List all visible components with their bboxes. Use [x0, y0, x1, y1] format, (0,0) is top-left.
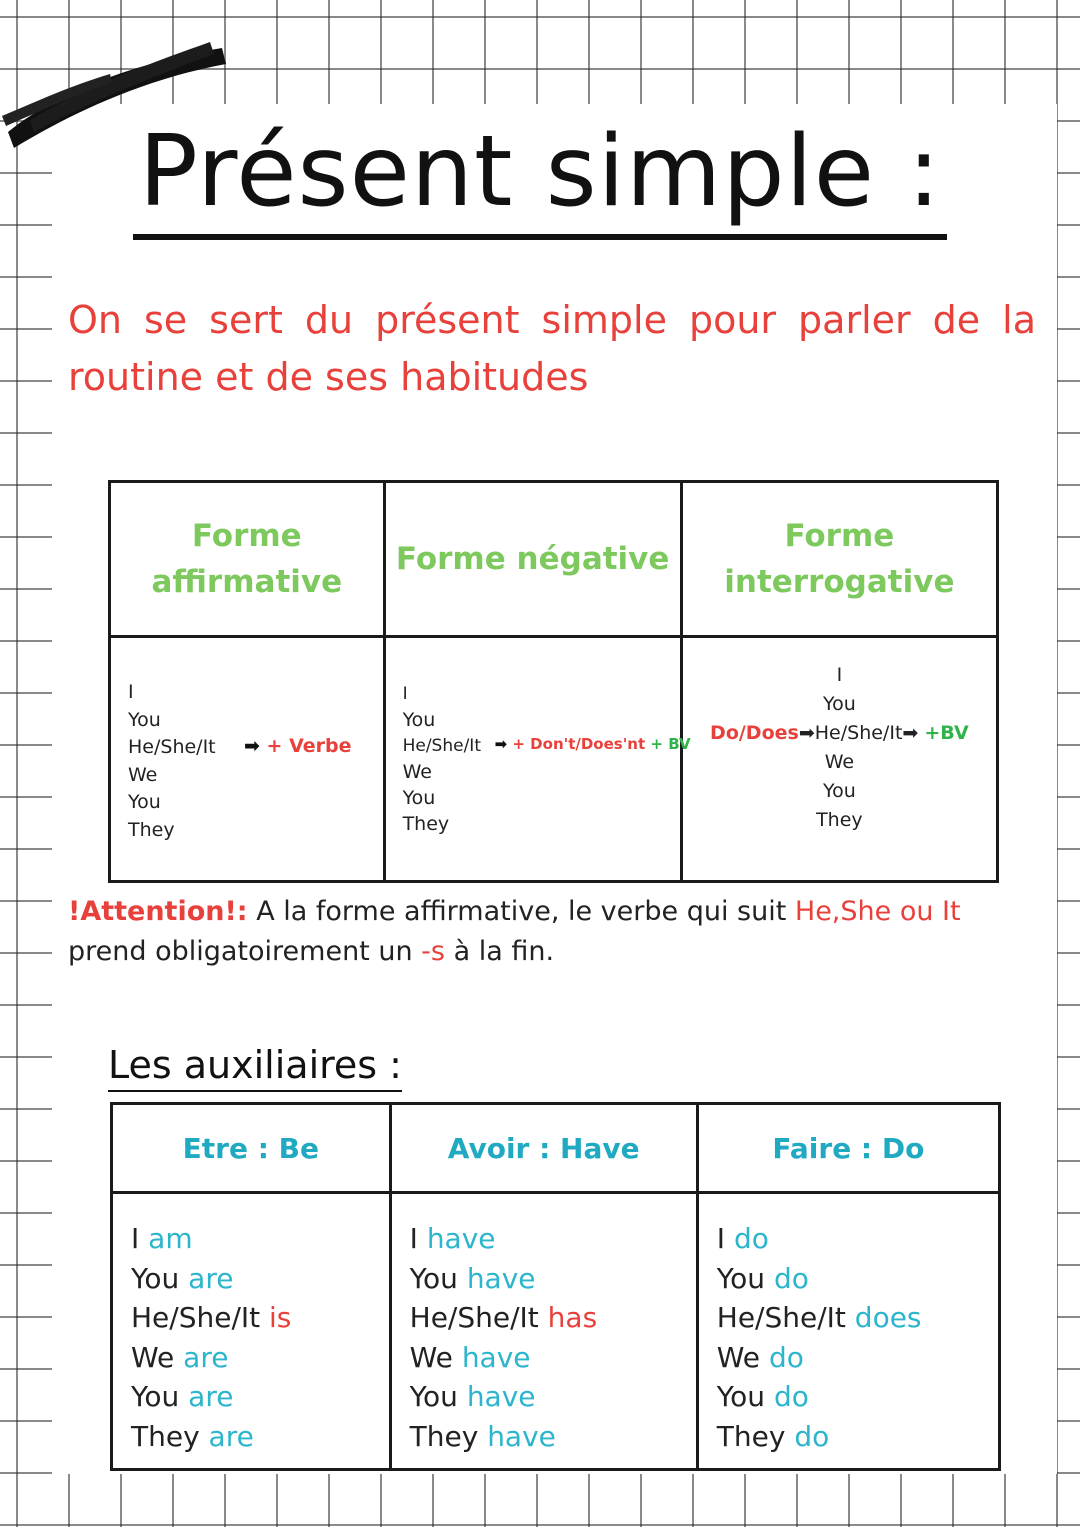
conjugation-line — [717, 1219, 997, 1259]
verb-form: do — [773, 1380, 809, 1414]
header-affirmative: Forme affirmative — [110, 482, 385, 637]
verb-form: have — [466, 1261, 536, 1295]
pronoun: We — [131, 1340, 184, 1374]
conjugation-line — [410, 1298, 695, 1338]
header-be: Etre : Be — [112, 1104, 391, 1193]
intro-text: On se sert du présent simple pour parler de la routine et de ses habitudes — [68, 298, 1036, 399]
affirmative-rule: ➡ + Verbe — [244, 735, 352, 757]
auxiliaries-table — [110, 1102, 1001, 1471]
do-conjugation-list — [700, 1195, 997, 1457]
cell-be — [112, 1193, 391, 1470]
verb-form: have — [487, 1419, 556, 1453]
verb-form: have — [461, 1340, 531, 1374]
pronoun: You — [131, 1261, 189, 1295]
cell-negative — [384, 637, 691, 882]
conjugation-line — [410, 1417, 695, 1457]
verb-form: have — [466, 1380, 536, 1414]
pronoun: We — [409, 1340, 462, 1374]
pronoun: You — [716, 1261, 774, 1295]
verb-form: does — [854, 1301, 922, 1335]
verb-form: is — [269, 1301, 292, 1335]
pronoun: They — [409, 1419, 488, 1453]
pronoun: He/She/It — [409, 1301, 548, 1335]
pronoun: They — [131, 1419, 209, 1453]
conjugation-line — [131, 1338, 388, 1378]
interrogative-structure: I You Do/Does➡He/She/It➡ +BV We You They — [710, 664, 969, 831]
verb-form: are — [208, 1419, 254, 1453]
verb-form: are — [188, 1261, 234, 1295]
cell-do — [697, 1193, 999, 1470]
conjugation-line — [131, 1219, 388, 1259]
negative-rule: ➡ + Don't/Does'nt + BV — [494, 735, 691, 753]
arrow-right-icon: ➡ — [798, 722, 815, 744]
conjugation-line — [131, 1298, 388, 1338]
header-do: Faire : Do — [697, 1104, 999, 1193]
conjugation-line — [717, 1377, 997, 1417]
cell-interrogative — [681, 637, 997, 882]
pronoun: I — [716, 1222, 734, 1255]
arrow-right-icon: ➡ — [244, 735, 260, 757]
pronoun: I — [409, 1222, 427, 1255]
pronoun: You — [716, 1380, 774, 1414]
conjugation-line — [717, 1417, 997, 1457]
verb-form: are — [183, 1340, 229, 1374]
pronoun: We — [716, 1340, 769, 1374]
verb-form: do — [794, 1419, 830, 1453]
pronoun: You — [409, 1261, 467, 1295]
verb-form: do — [773, 1261, 809, 1295]
pronoun-list: I You He/She/It We You They — [128, 681, 216, 841]
conjugation-line — [131, 1417, 388, 1457]
conjugation-line — [410, 1338, 695, 1378]
header-have: Avoir : Have — [390, 1104, 697, 1193]
conjugation-line — [717, 1259, 997, 1299]
be-conjugation-list — [114, 1195, 388, 1457]
header-negative: Forme négative — [384, 482, 681, 637]
conjugation-line — [131, 1377, 388, 1417]
conjugation-line — [410, 1219, 695, 1259]
pronoun: I — [131, 1222, 149, 1255]
arrow-right-icon: ➡ — [494, 735, 508, 753]
pronoun: He/She/It — [716, 1301, 855, 1335]
auxiliaries-heading: Les auxiliaires : — [108, 1040, 402, 1092]
pronoun: He/She/It — [131, 1301, 270, 1335]
cell-have — [390, 1193, 697, 1470]
conjugation-line — [717, 1298, 997, 1338]
conjugation-line — [410, 1377, 695, 1417]
page-title: Présent simple : — [0, 112, 1080, 240]
conjugation-line — [131, 1259, 388, 1299]
cell-affirmative — [110, 637, 385, 882]
attention-note: !Attention!: A la forme affirmative, le verbe qui suit He,She ou It prend obligatoirement un -s à la fin. — [68, 896, 961, 967]
verb-form: do — [733, 1222, 769, 1255]
verb-form: do — [768, 1340, 804, 1374]
conjugation-line — [410, 1259, 695, 1299]
verb-forms-table — [108, 480, 999, 883]
verb-form: am — [148, 1222, 193, 1255]
pronoun: They — [716, 1419, 795, 1453]
verb-form: have — [426, 1222, 496, 1255]
verb-form: has — [547, 1301, 598, 1335]
conjugation-line — [717, 1338, 997, 1378]
verb-form: are — [188, 1380, 234, 1414]
pronoun: You — [131, 1380, 189, 1414]
pronoun: You — [409, 1380, 467, 1414]
have-conjugation-list — [393, 1195, 695, 1457]
header-interrogative: Forme interrogative — [681, 482, 997, 637]
pronoun-list: I You He/She/It We You They — [402, 684, 481, 835]
arrow-right-icon: ➡ — [902, 722, 919, 744]
